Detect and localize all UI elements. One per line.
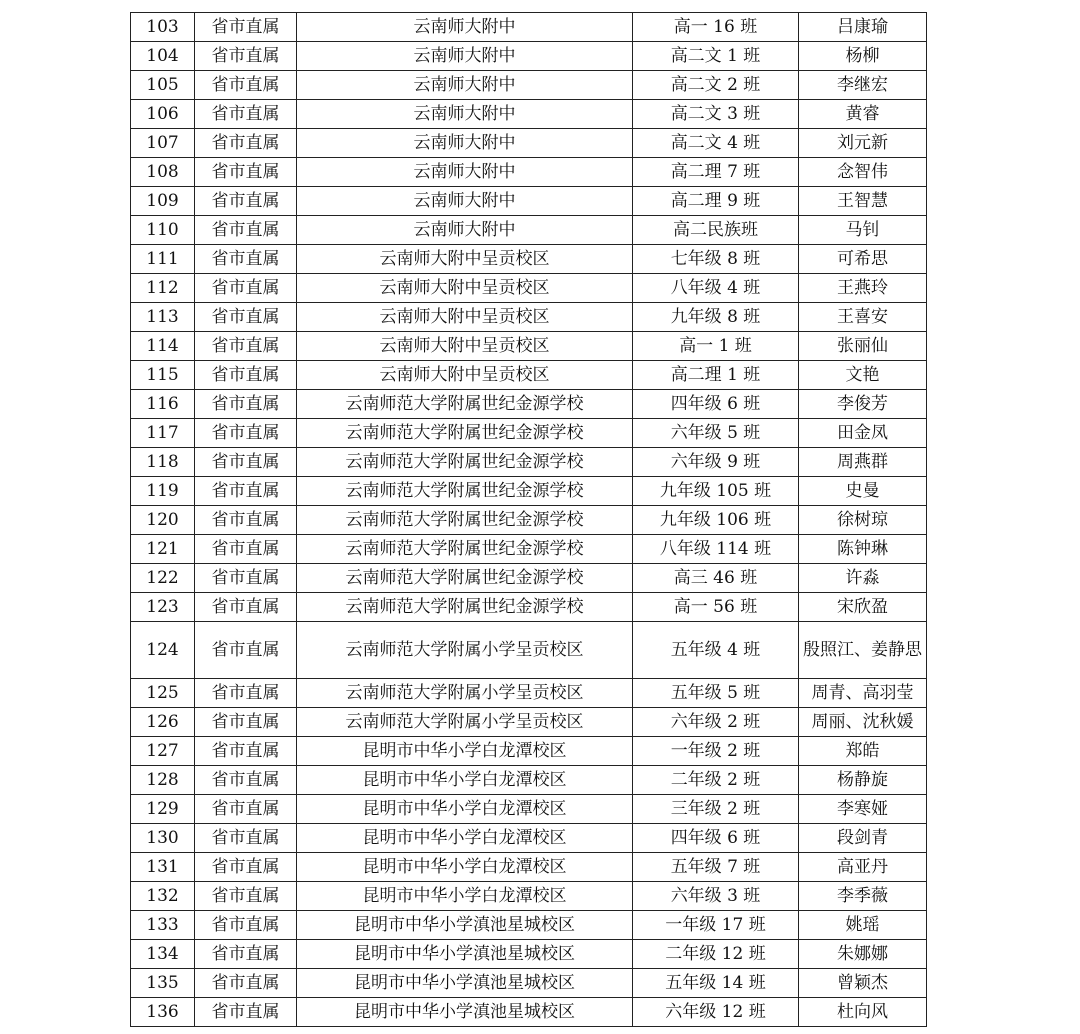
row-number-cell: 123 (131, 593, 195, 622)
row-number-cell: 135 (131, 969, 195, 998)
class-cell: 一年级 17 班 (633, 911, 799, 940)
school-cell: 云南师范大学附属世纪金源学校 (297, 419, 633, 448)
table-row (131, 419, 927, 448)
teacher-name-cell: 杜向风 (799, 998, 927, 1027)
teacher-name-cell: 文艳 (799, 361, 927, 390)
school-cell: 昆明市中华小学滇池星城校区 (297, 998, 633, 1027)
teacher-name-cell: 朱娜娜 (799, 940, 927, 969)
class-cell: 高二文 1 班 (633, 42, 799, 71)
table-row (131, 13, 927, 42)
row-number-cell: 106 (131, 100, 195, 129)
row-number-cell: 128 (131, 766, 195, 795)
teacher-name-cell: 王喜安 (799, 303, 927, 332)
table-row (131, 71, 927, 100)
class-cell: 高一 16 班 (633, 13, 799, 42)
teacher-name-cell: 周青、高羽莹 (799, 679, 927, 708)
school-cell: 昆明市中华小学滇池星城校区 (297, 969, 633, 998)
teacher-name-cell: 殷照江、姜静思 (799, 622, 927, 679)
category-cell: 省市直属 (195, 737, 297, 766)
class-cell: 六年级 5 班 (633, 419, 799, 448)
teacher-name-cell: 曾颖杰 (799, 969, 927, 998)
teacher-name-cell: 史曼 (799, 477, 927, 506)
teacher-name-cell: 杨静旋 (799, 766, 927, 795)
row-number-cell: 117 (131, 419, 195, 448)
category-cell: 省市直属 (195, 795, 297, 824)
class-cell: 六年级 9 班 (633, 448, 799, 477)
row-number-cell: 110 (131, 216, 195, 245)
class-cell: 高二文 4 班 (633, 129, 799, 158)
teacher-list-table (130, 12, 927, 1027)
table-row (131, 129, 927, 158)
table-row (131, 564, 927, 593)
category-cell: 省市直属 (195, 853, 297, 882)
class-cell: 五年级 5 班 (633, 679, 799, 708)
category-cell: 省市直属 (195, 13, 297, 42)
school-cell: 云南师大附中 (297, 100, 633, 129)
school-cell: 云南师大附中呈贡校区 (297, 361, 633, 390)
class-cell: 五年级 4 班 (633, 622, 799, 679)
school-cell: 云南师范大学附属世纪金源学校 (297, 390, 633, 419)
category-cell: 省市直属 (195, 216, 297, 245)
row-number-cell: 112 (131, 274, 195, 303)
class-cell: 高一 1 班 (633, 332, 799, 361)
school-cell: 云南师大附中 (297, 71, 633, 100)
table-row (131, 911, 927, 940)
school-cell: 昆明市中华小学白龙潭校区 (297, 882, 633, 911)
table-row (131, 998, 927, 1027)
row-number-cell: 129 (131, 795, 195, 824)
school-cell: 云南师大附中呈贡校区 (297, 245, 633, 274)
school-cell: 云南师范大学附属小学呈贡校区 (297, 622, 633, 679)
school-cell: 昆明市中华小学白龙潭校区 (297, 824, 633, 853)
class-cell: 七年级 8 班 (633, 245, 799, 274)
table-row (131, 158, 927, 187)
teacher-name-cell: 姚瑶 (799, 911, 927, 940)
school-cell: 昆明市中华小学滇池星城校区 (297, 911, 633, 940)
row-number-cell: 115 (131, 361, 195, 390)
class-cell: 八年级 4 班 (633, 274, 799, 303)
school-cell: 云南师大附中 (297, 13, 633, 42)
row-number-cell: 108 (131, 158, 195, 187)
school-cell: 昆明市中华小学白龙潭校区 (297, 766, 633, 795)
row-number-cell: 124 (131, 622, 195, 679)
category-cell: 省市直属 (195, 448, 297, 477)
table-row (131, 853, 927, 882)
category-cell: 省市直属 (195, 71, 297, 100)
category-cell: 省市直属 (195, 361, 297, 390)
school-cell: 云南师范大学附属小学呈贡校区 (297, 708, 633, 737)
class-cell: 六年级 3 班 (633, 882, 799, 911)
class-cell: 高二理 9 班 (633, 187, 799, 216)
table-row (131, 245, 927, 274)
row-number-cell: 122 (131, 564, 195, 593)
teacher-name-cell: 田金凤 (799, 419, 927, 448)
category-cell: 省市直属 (195, 477, 297, 506)
table-row (131, 795, 927, 824)
teacher-name-cell: 可希思 (799, 245, 927, 274)
table-row (131, 303, 927, 332)
table-row (131, 448, 927, 477)
school-cell: 云南师大附中 (297, 187, 633, 216)
category-cell: 省市直属 (195, 100, 297, 129)
table-row (131, 506, 927, 535)
class-cell: 四年级 6 班 (633, 390, 799, 419)
table-row (131, 361, 927, 390)
table-row (131, 593, 927, 622)
table-row (131, 535, 927, 564)
class-cell: 高二文 3 班 (633, 100, 799, 129)
category-cell: 省市直属 (195, 158, 297, 187)
teacher-name-cell: 段剑青 (799, 824, 927, 853)
class-cell: 高三 46 班 (633, 564, 799, 593)
teacher-name-cell: 陈钟琳 (799, 535, 927, 564)
table-row (131, 274, 927, 303)
row-number-cell: 107 (131, 129, 195, 158)
teacher-name-cell: 周丽、沈秋媛 (799, 708, 927, 737)
category-cell: 省市直属 (195, 708, 297, 737)
class-cell: 一年级 2 班 (633, 737, 799, 766)
table-row (131, 969, 927, 998)
row-number-cell: 136 (131, 998, 195, 1027)
teacher-name-cell: 李季薇 (799, 882, 927, 911)
row-number-cell: 132 (131, 882, 195, 911)
teacher-name-cell: 徐树琼 (799, 506, 927, 535)
class-cell: 六年级 2 班 (633, 708, 799, 737)
teacher-name-cell: 吕康瑜 (799, 13, 927, 42)
class-cell: 高二理 7 班 (633, 158, 799, 187)
teacher-name-cell: 高亚丹 (799, 853, 927, 882)
row-number-cell: 121 (131, 535, 195, 564)
row-number-cell: 120 (131, 506, 195, 535)
table-row (131, 100, 927, 129)
class-cell: 高一 56 班 (633, 593, 799, 622)
category-cell: 省市直属 (195, 911, 297, 940)
category-cell: 省市直属 (195, 274, 297, 303)
document-page (130, 12, 926, 1027)
teacher-name-cell: 张丽仙 (799, 332, 927, 361)
class-cell: 五年级 7 班 (633, 853, 799, 882)
row-number-cell: 134 (131, 940, 195, 969)
category-cell: 省市直属 (195, 564, 297, 593)
table-row (131, 187, 927, 216)
row-number-cell: 105 (131, 71, 195, 100)
category-cell: 省市直属 (195, 506, 297, 535)
class-cell: 高二文 2 班 (633, 71, 799, 100)
school-cell: 云南师大附中呈贡校区 (297, 332, 633, 361)
row-number-cell: 114 (131, 332, 195, 361)
category-cell: 省市直属 (195, 332, 297, 361)
row-number-cell: 131 (131, 853, 195, 882)
class-cell: 高二民族班 (633, 216, 799, 245)
row-number-cell: 125 (131, 679, 195, 708)
row-number-cell: 109 (131, 187, 195, 216)
category-cell: 省市直属 (195, 593, 297, 622)
table-row (131, 42, 927, 71)
category-cell: 省市直属 (195, 187, 297, 216)
teacher-name-cell: 王燕玲 (799, 274, 927, 303)
teacher-name-cell: 黄睿 (799, 100, 927, 129)
category-cell: 省市直属 (195, 303, 297, 332)
teacher-name-cell: 杨柳 (799, 42, 927, 71)
school-cell: 云南师大附中 (297, 42, 633, 71)
row-number-cell: 119 (131, 477, 195, 506)
category-cell: 省市直属 (195, 940, 297, 969)
school-cell: 云南师范大学附属世纪金源学校 (297, 477, 633, 506)
row-number-cell: 103 (131, 13, 195, 42)
class-cell: 六年级 12 班 (633, 998, 799, 1027)
table-row (131, 477, 927, 506)
category-cell: 省市直属 (195, 882, 297, 911)
school-cell: 云南师大附中呈贡校区 (297, 303, 633, 332)
table-row (131, 216, 927, 245)
school-cell: 云南师范大学附属小学呈贡校区 (297, 679, 633, 708)
category-cell: 省市直属 (195, 129, 297, 158)
teacher-name-cell: 许淼 (799, 564, 927, 593)
table-row (131, 332, 927, 361)
category-cell: 省市直属 (195, 998, 297, 1027)
school-cell: 云南师范大学附属世纪金源学校 (297, 506, 633, 535)
category-cell: 省市直属 (195, 390, 297, 419)
school-cell: 云南师范大学附属世纪金源学校 (297, 593, 633, 622)
class-cell: 三年级 2 班 (633, 795, 799, 824)
school-cell: 云南师范大学附属世纪金源学校 (297, 564, 633, 593)
class-cell: 四年级 6 班 (633, 824, 799, 853)
row-number-cell: 118 (131, 448, 195, 477)
class-cell: 二年级 12 班 (633, 940, 799, 969)
teacher-name-cell: 李俊芳 (799, 390, 927, 419)
teacher-name-cell: 李继宏 (799, 71, 927, 100)
category-cell: 省市直属 (195, 42, 297, 71)
class-cell: 八年级 114 班 (633, 535, 799, 564)
table-body (131, 13, 927, 1027)
school-cell: 昆明市中华小学滇池星城校区 (297, 940, 633, 969)
table-row (131, 390, 927, 419)
row-number-cell: 127 (131, 737, 195, 766)
category-cell: 省市直属 (195, 535, 297, 564)
row-number-cell: 113 (131, 303, 195, 332)
school-cell: 云南师大附中 (297, 158, 633, 187)
teacher-name-cell: 李寒娅 (799, 795, 927, 824)
school-cell: 云南师大附中呈贡校区 (297, 274, 633, 303)
school-cell: 昆明市中华小学白龙潭校区 (297, 795, 633, 824)
teacher-name-cell: 周燕群 (799, 448, 927, 477)
class-cell: 九年级 106 班 (633, 506, 799, 535)
category-cell: 省市直属 (195, 622, 297, 679)
teacher-name-cell: 马钊 (799, 216, 927, 245)
school-cell: 云南师范大学附属世纪金源学校 (297, 448, 633, 477)
teacher-name-cell: 郑皓 (799, 737, 927, 766)
teacher-name-cell: 宋欣盈 (799, 593, 927, 622)
table-row (131, 622, 927, 679)
teacher-name-cell: 念智伟 (799, 158, 927, 187)
row-number-cell: 130 (131, 824, 195, 853)
row-number-cell: 104 (131, 42, 195, 71)
category-cell: 省市直属 (195, 679, 297, 708)
school-cell: 昆明市中华小学白龙潭校区 (297, 853, 633, 882)
table-row (131, 737, 927, 766)
school-cell: 云南师大附中 (297, 129, 633, 158)
class-cell: 五年级 14 班 (633, 969, 799, 998)
row-number-cell: 126 (131, 708, 195, 737)
teacher-name-cell: 刘元新 (799, 129, 927, 158)
school-cell: 昆明市中华小学白龙潭校区 (297, 737, 633, 766)
table-row (131, 766, 927, 795)
table-row (131, 679, 927, 708)
teacher-name-cell: 王智慧 (799, 187, 927, 216)
category-cell: 省市直属 (195, 245, 297, 274)
category-cell: 省市直属 (195, 766, 297, 795)
school-cell: 云南师范大学附属世纪金源学校 (297, 535, 633, 564)
school-cell: 云南师大附中 (297, 216, 633, 245)
row-number-cell: 133 (131, 911, 195, 940)
row-number-cell: 116 (131, 390, 195, 419)
table-row (131, 940, 927, 969)
class-cell: 二年级 2 班 (633, 766, 799, 795)
class-cell: 高二理 1 班 (633, 361, 799, 390)
class-cell: 九年级 105 班 (633, 477, 799, 506)
row-number-cell: 111 (131, 245, 195, 274)
class-cell: 九年级 8 班 (633, 303, 799, 332)
category-cell: 省市直属 (195, 419, 297, 448)
category-cell: 省市直属 (195, 824, 297, 853)
category-cell: 省市直属 (195, 969, 297, 998)
table-row (131, 824, 927, 853)
table-row (131, 708, 927, 737)
table-row (131, 882, 927, 911)
